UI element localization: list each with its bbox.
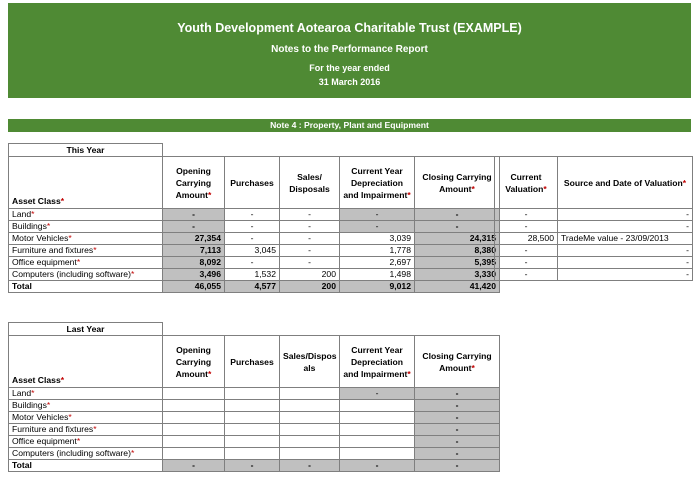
- depreciation-value: [340, 412, 415, 424]
- asset-class-header: Asset Class*: [9, 336, 163, 388]
- asset-name: Motor Vehicles*: [9, 233, 163, 245]
- asset-name: Buildings*: [9, 400, 163, 412]
- total-row: [9, 281, 500, 293]
- asset-name: Buildings*: [9, 221, 163, 233]
- closing-value: -: [415, 448, 500, 460]
- source-valuation-header: Source and Date of Valuation*: [558, 157, 693, 209]
- asset-name: Furniture and fixtures*: [9, 424, 163, 436]
- table-row: [495, 269, 693, 281]
- last-year-caption: Last Year: [9, 323, 163, 336]
- purchases-value: 3,045: [225, 245, 280, 257]
- purchases-value: [225, 424, 280, 436]
- opening-value: 3,496: [163, 269, 225, 281]
- asset-name: Motor Vehicles*: [9, 412, 163, 424]
- opening-value: 27,354: [163, 233, 225, 245]
- report-subtitle: Notes to the Performance Report: [271, 44, 428, 55]
- closing-header: Closing Carrying Amount*: [415, 336, 500, 388]
- sales-value: [280, 436, 340, 448]
- asset-name: Land*: [9, 388, 163, 400]
- total-purchases: 4,577: [225, 281, 280, 293]
- closing-header: Closing Carrying Amount*: [415, 157, 500, 209]
- depreciation-value: 3,039: [340, 233, 415, 245]
- total-row: [9, 460, 500, 472]
- valuation-value: 28,500: [495, 233, 558, 245]
- table-row: [9, 412, 500, 424]
- table-row: [9, 257, 500, 269]
- opening-value: [163, 436, 225, 448]
- table-row: [9, 436, 500, 448]
- table-row: [9, 245, 500, 257]
- valuation-value: -: [495, 245, 558, 257]
- this-year-table: [8, 143, 500, 293]
- opening-value: -: [163, 221, 225, 233]
- table-row: [9, 448, 500, 460]
- total-label: Total: [9, 460, 163, 472]
- total-sales: 200: [280, 281, 340, 293]
- opening-header: Opening Carrying Amount*: [163, 336, 225, 388]
- valuation-source: TradeMe value - 23/09/2013: [558, 233, 693, 245]
- valuation-source: -: [558, 221, 693, 233]
- note-title-bar: Note 4 : Property, Plant and Equipment: [8, 119, 691, 132]
- purchases-header: Purchases: [225, 336, 280, 388]
- sales-header: Sales/ Disposals: [280, 157, 340, 209]
- opening-value: -: [163, 209, 225, 221]
- sales-value: -: [280, 209, 340, 221]
- closing-value: -: [415, 400, 500, 412]
- sales-value: 200: [280, 269, 340, 281]
- depreciation-value: 1,778: [340, 245, 415, 257]
- total-closing: -: [415, 460, 500, 472]
- current-valuation-header: Current Valuation*: [495, 157, 558, 209]
- last-year-table: [8, 322, 500, 472]
- opening-value: [163, 400, 225, 412]
- purchases-value: -: [225, 233, 280, 245]
- opening-value: [163, 388, 225, 400]
- asset-name: Furniture and fixtures*: [9, 245, 163, 257]
- closing-value: 8,380: [415, 245, 500, 257]
- closing-value: -: [415, 221, 500, 233]
- report-header: [8, 3, 691, 98]
- table-row: [495, 233, 693, 245]
- asset-name: Computers (including software)*: [9, 269, 163, 281]
- closing-value: -: [415, 209, 500, 221]
- closing-value: 5,395: [415, 257, 500, 269]
- table-row: [9, 233, 500, 245]
- sales-value: -: [280, 245, 340, 257]
- table-row: [495, 221, 693, 233]
- total-depreciation: -: [340, 460, 415, 472]
- valuation-table: [494, 156, 693, 281]
- total-opening: 46,055: [163, 281, 225, 293]
- valuation-value: -: [495, 221, 558, 233]
- purchases-value: 1,532: [225, 269, 280, 281]
- purchases-value: [225, 436, 280, 448]
- this-year-caption: This Year: [9, 144, 163, 157]
- depreciation-value: [340, 448, 415, 460]
- sales-value: [280, 400, 340, 412]
- purchases-value: [225, 448, 280, 460]
- asset-name: Office equipment*: [9, 436, 163, 448]
- asset-name: Office equipment*: [9, 257, 163, 269]
- opening-value: [163, 412, 225, 424]
- sales-value: -: [280, 221, 340, 233]
- purchases-value: [225, 388, 280, 400]
- depreciation-header: Current Year Depreciation and Impairment*: [340, 157, 415, 209]
- sales-value: -: [280, 233, 340, 245]
- purchases-value: -: [225, 221, 280, 233]
- opening-value: [163, 424, 225, 436]
- opening-value: 7,113: [163, 245, 225, 257]
- depreciation-value: -: [340, 209, 415, 221]
- asset-class-header: Asset Class*: [9, 157, 163, 209]
- table-row: [9, 424, 500, 436]
- depreciation-value: 1,498: [340, 269, 415, 281]
- valuation-source: -: [558, 269, 693, 281]
- table-row: [495, 209, 693, 221]
- purchases-value: -: [225, 257, 280, 269]
- total-depreciation: 9,012: [340, 281, 415, 293]
- report-title: Youth Development Aotearoa Charitable Trust (EXAMPLE): [177, 21, 522, 35]
- purchases-header: Purchases: [225, 157, 280, 209]
- closing-value: 3,330: [415, 269, 500, 281]
- sales-value: -: [280, 257, 340, 269]
- total-label: Total: [9, 281, 163, 293]
- closing-value: -: [415, 436, 500, 448]
- table-row: [495, 257, 693, 269]
- sales-value: [280, 412, 340, 424]
- closing-value: -: [415, 424, 500, 436]
- total-closing: 41,420: [415, 281, 500, 293]
- opening-value: [163, 448, 225, 460]
- purchases-value: -: [225, 209, 280, 221]
- opening-header: Opening Carrying Amount*: [163, 157, 225, 209]
- closing-value: -: [415, 412, 500, 424]
- sales-value: [280, 424, 340, 436]
- purchases-value: [225, 400, 280, 412]
- sales-value: [280, 448, 340, 460]
- table-row: [9, 269, 500, 281]
- sales-value: [280, 388, 340, 400]
- period-line-2: 31 March 2016: [318, 77, 381, 87]
- depreciation-value: [340, 400, 415, 412]
- depreciation-value: [340, 436, 415, 448]
- asset-name: Land*: [9, 209, 163, 221]
- depreciation-header: Current Year Depreciation and Impairment*: [340, 336, 415, 388]
- depreciation-value: [340, 424, 415, 436]
- period-line-1: For the year ended: [309, 63, 390, 73]
- depreciation-value: -: [340, 388, 415, 400]
- table-row: [9, 388, 500, 400]
- opening-value: 8,092: [163, 257, 225, 269]
- total-opening: -: [163, 460, 225, 472]
- sales-header: Sales/Dispos als: [280, 336, 340, 388]
- closing-value: 24,315: [415, 233, 500, 245]
- table-row: [9, 209, 500, 221]
- valuation-source: -: [558, 257, 693, 269]
- table-row: [495, 245, 693, 257]
- total-purchases: -: [225, 460, 280, 472]
- purchases-value: [225, 412, 280, 424]
- depreciation-value: 2,697: [340, 257, 415, 269]
- valuation-value: -: [495, 257, 558, 269]
- table-row: [9, 400, 500, 412]
- valuation-value: -: [495, 209, 558, 221]
- closing-value: -: [415, 388, 500, 400]
- valuation-source: -: [558, 209, 693, 221]
- table-row: [9, 221, 500, 233]
- asset-name: Computers (including software)*: [9, 448, 163, 460]
- valuation-source: -: [558, 245, 693, 257]
- depreciation-value: -: [340, 221, 415, 233]
- valuation-value: -: [495, 269, 558, 281]
- total-sales: -: [280, 460, 340, 472]
